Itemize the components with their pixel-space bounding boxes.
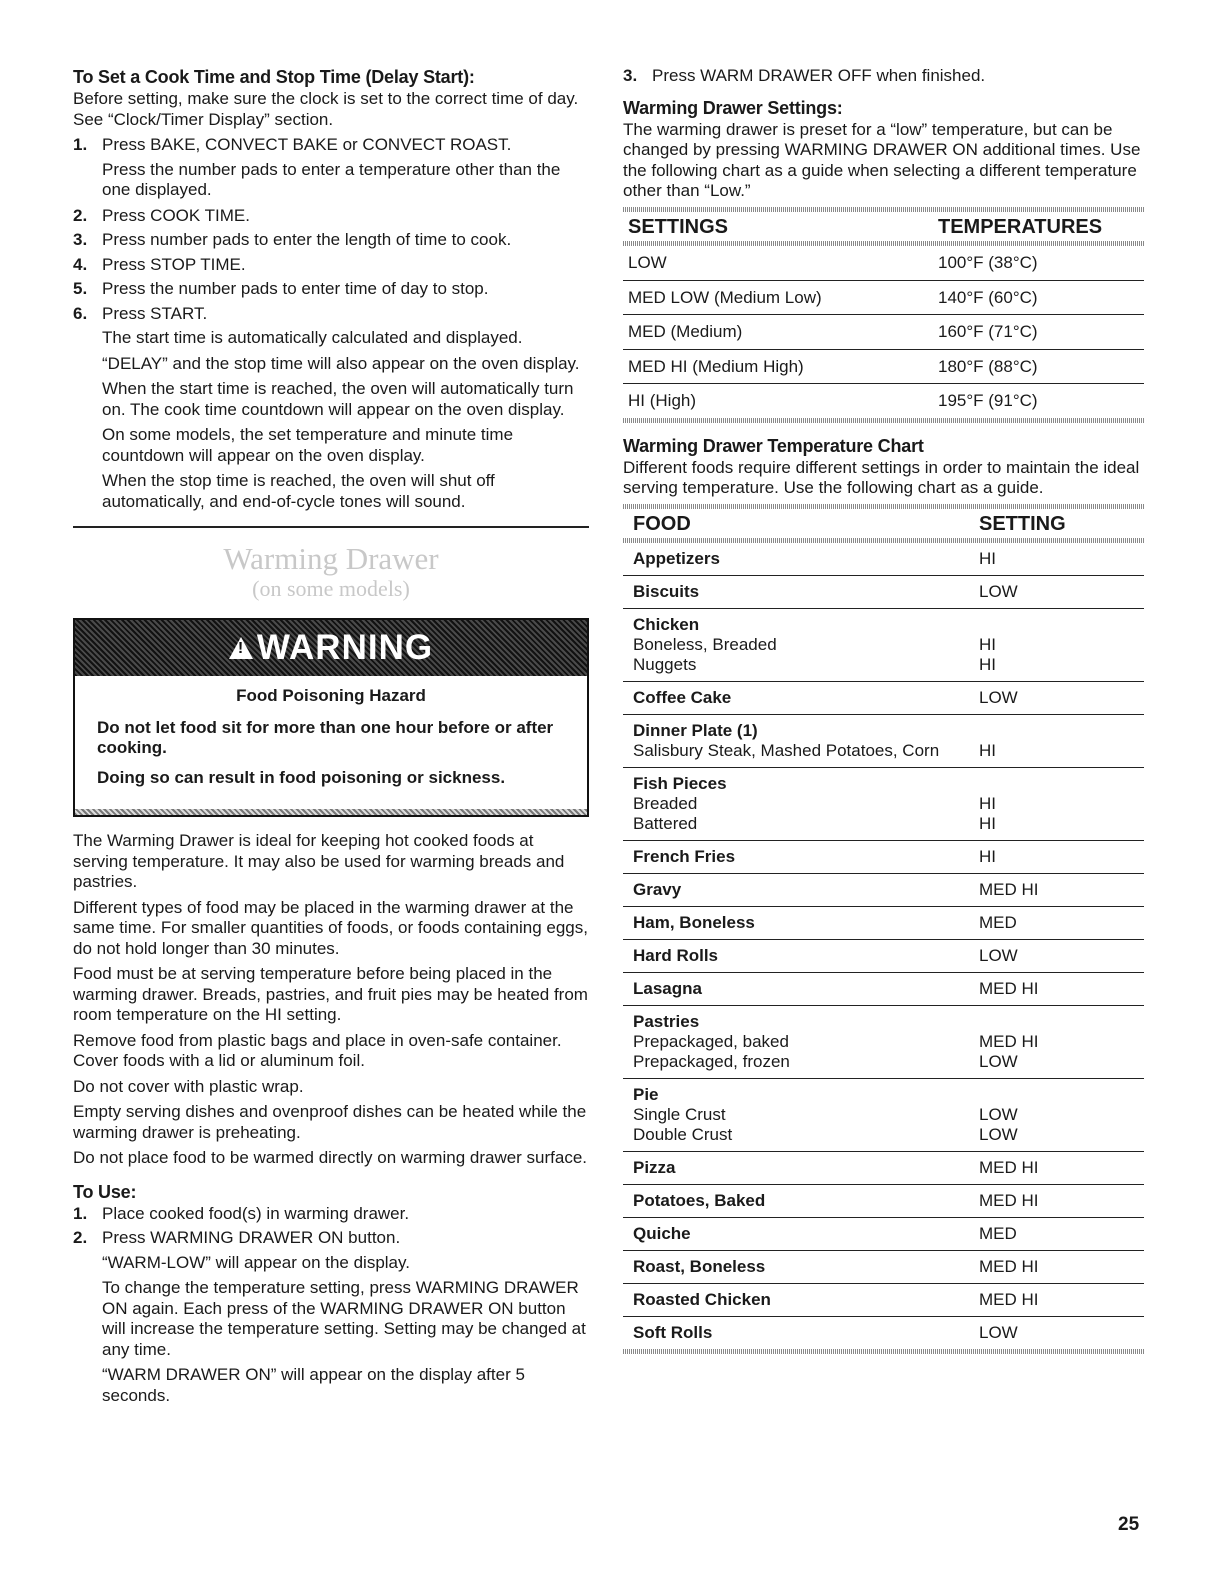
section-title: Warming Drawer [223,541,439,576]
food-subitem: Battered [633,814,698,833]
food-setting: LOW [979,688,1018,707]
food-category: Quiche [633,1224,691,1243]
step: 6. Press START. [73,303,208,323]
warning-triangle-icon: ! [229,637,253,659]
settings-heading: Warming Drawer Settings: [623,97,843,118]
left-column [73,66,589,1411]
food-table [623,509,1144,1350]
table-row [623,682,1144,715]
paragraph: Do not place food to be warmed directly on warming drawer surface. [73,1148,588,1167]
page-number: 25 [1118,1514,1140,1535]
step: 1. Press BAKE, CONVECT BAKE or CONVECT ROAST. [73,135,512,154]
food-setting: MED HI [979,1290,1039,1309]
section-divider [73,526,589,528]
food-category: Pizza [633,1158,676,1177]
step-note: “DELAY” and the stop time will also appear on the oven display. [102,353,580,373]
food-subitem-setting: LOW [979,1125,1018,1144]
table-row: MED LOW (Medium Low) 140°F (60°C) [623,280,1144,315]
food-setting: LOW [979,1323,1018,1342]
warning-label: WARNING [256,627,434,667]
table-row: HI (High) 195°F (91°C) [628,391,1038,410]
food-subitem: Nuggets [633,655,697,674]
table-row [623,940,1144,973]
food-setting: HI [979,549,996,568]
table-row [623,715,1144,768]
food-subitem: Salisbury Steak, Mashed Potatoes, Corn [633,741,940,760]
step: 2. Press WARMING DRAWER ON button. [73,1228,401,1247]
table-row [623,1251,1144,1284]
table-row [623,841,1144,874]
food-subitem: Prepackaged, baked [633,1032,789,1051]
step-note: When the stop time is reached, the oven will shut off automatically, and end-of-cycle tones will sound. [102,471,495,511]
warning-box [73,618,589,817]
food-setting: MED HI [979,880,1039,899]
food-category: Roasted Chicken [633,1290,771,1309]
table-row [623,576,1144,609]
food-category: Fish Pieces [633,774,727,793]
food-subitem-setting: HI [979,655,996,674]
temperature-chart-intro: Different foods require different settings in order to maintain the ideal serving temperature. Use the following chart as a guide. [623,457,1140,497]
step-note: “WARM-LOW” will appear on the display. [102,1252,410,1272]
food-category: Coffee Cake [633,688,732,707]
to-use-heading: To Use: [73,1181,137,1202]
column-header: SETTING [979,512,1066,535]
food-category: Dinner Plate (1) [633,721,758,740]
food-subitem-setting: HI [979,794,996,813]
step: 2. Press COOK TIME. [73,205,250,225]
food-subitem: Prepackaged, frozen [633,1052,790,1071]
table-row [623,973,1144,1006]
food-setting: LOW [979,582,1018,601]
table-row [623,1218,1144,1251]
warning-header [75,620,587,676]
warning-text: Do not let food sit for more than one hour before or after cooking. [97,717,554,757]
food-setting: HI [979,847,996,866]
step: 5. Press the number pads to enter time of day to stop. [73,279,489,298]
step-note: When the start time is reached, the oven will automatically turn on. The cook time countdown will appear on the oven display. [102,379,574,419]
table-row [623,1185,1144,1218]
delay-start-heading: To Set a Cook Time and Stop Time (Delay Start): [73,67,475,87]
food-subitem-setting: LOW [979,1052,1018,1071]
food-subitem-setting: HI [979,741,996,760]
food-category: French Fries [633,847,736,866]
food-setting: MED HI [979,979,1039,998]
paragraph: Different types of food may be placed in the warming drawer at the same time. For smaller quantities of foods, or foods containing eggs, do not hold longer than 30 minutes. [73,897,588,958]
step-note: Press the number pads to enter a temperature other than the one displayed. [102,159,561,199]
food-category: Roast, Boneless [633,1257,766,1276]
settings-intro: The warming drawer is preset for a “low” temperature, but can be changed by pressing WARMING DRAWER ON additional times. Use the following chart as a guide when selecting a different temperature other than “Low.” [623,119,1141,200]
food-category: Biscuits [633,582,700,601]
food-setting: LOW [979,946,1018,965]
paragraph: Food must be at serving temperature before being placed in the warming drawer. Breads, pastries, and fruit pies may be heated from room temperature on the HI setting. [73,964,588,1024]
table-row [623,609,1144,682]
table-row [623,907,1144,940]
food-subitem-setting: HI [979,814,996,833]
warning-title: Food Poisoning Hazard [236,686,426,705]
food-subitem-setting: HI [979,635,996,654]
food-subitem: Breaded [633,794,698,813]
food-setting: MED HI [979,1158,1039,1177]
table-row [623,1006,1144,1079]
warning-footer-bar [75,809,587,815]
food-setting: MED [979,913,1017,932]
food-subitem: Double Crust [633,1125,733,1144]
table-row [623,1152,1144,1185]
table-row [623,874,1144,907]
food-setting: MED [979,1224,1017,1243]
paragraph: Empty serving dishes and ovenproof dishes can be heated while the warming drawer is preheating. [73,1102,587,1142]
food-subitem: Boneless, Breaded [633,635,777,654]
section-subtitle: (on some models) [252,576,410,601]
food-subitem: Single Crust [633,1105,726,1124]
step: 3. Press WARM DRAWER OFF when finished. [623,66,986,85]
right-column [623,66,1144,1354]
table-row: MED (Medium) 160°F (71°C) [623,315,1144,350]
paragraph: Remove food from plastic bags and place in oven-safe container. Cover foods with a lid or aluminum foil. [73,1030,562,1070]
food-setting: MED HI [979,1257,1039,1276]
table-row [623,1079,1144,1152]
table-bottom-border [623,1349,1144,1354]
step-note: “WARM DRAWER ON” will appear on the display after 5 seconds. [102,1365,525,1405]
column-header: SETTINGS [628,215,729,238]
paragraph: Do not cover with plastic wrap. [73,1076,304,1096]
settings-table [623,212,1144,418]
table-row: MED HI (Medium High) 180°F (88°C) [623,349,1144,384]
step: 4. Press STOP TIME. [73,254,246,274]
step-note: The start time is automatically calculated and displayed. [102,328,523,347]
food-category: Gravy [633,880,682,899]
table-row: LOW 100°F (38°C) [623,246,1144,280]
step-note: On some models, the set temperature and minute time countdown will appear on the oven display. [102,425,514,465]
table-row [623,1284,1144,1317]
warning-body [75,676,587,809]
food-category: Soft Rolls [633,1323,713,1342]
step-note: To change the temperature setting, press WARMING DRAWER ON again. Each press of the WARMING DRAWER ON button will increase the temperature setting. Setting may be changed at any time. [102,1278,586,1359]
table-row [623,543,1144,576]
step: 1. Place cooked food(s) in warming drawer. [73,1203,410,1223]
food-category: Pie [633,1085,659,1104]
table-row [623,1317,1144,1350]
food-setting: MED HI [979,1191,1039,1210]
table-bottom-border [623,418,1144,423]
food-category: Pastries [633,1012,700,1031]
food-category: Chicken [633,615,700,634]
food-category: Potatoes, Baked [633,1191,766,1210]
temperature-chart-heading: Warming Drawer Temperature Chart [623,435,924,456]
step: 3. Press number pads to enter the length of time to cook. [73,230,512,249]
food-category: Lasagna [633,979,702,998]
table-row [623,768,1144,841]
food-category: Ham, Boneless [633,913,755,932]
food-category: Appetizers [633,549,720,568]
food-category: Hard Rolls [633,946,719,965]
food-subitem-setting: LOW [979,1105,1018,1124]
column-header: TEMPERATURES [938,215,1103,238]
food-subitem-setting: MED HI [979,1032,1039,1051]
delay-start-intro: Before setting, make sure the clock is set to the correct time of day. See “Clock/Timer Display” section. [73,89,579,129]
warning-text: Doing so can result in food poisoning or sickness. [97,767,506,787]
paragraph: The Warming Drawer is ideal for keeping hot cooked foods at serving temperature. It may also be used for warming breads and pastries. [73,831,565,891]
column-header: FOOD [633,512,691,535]
